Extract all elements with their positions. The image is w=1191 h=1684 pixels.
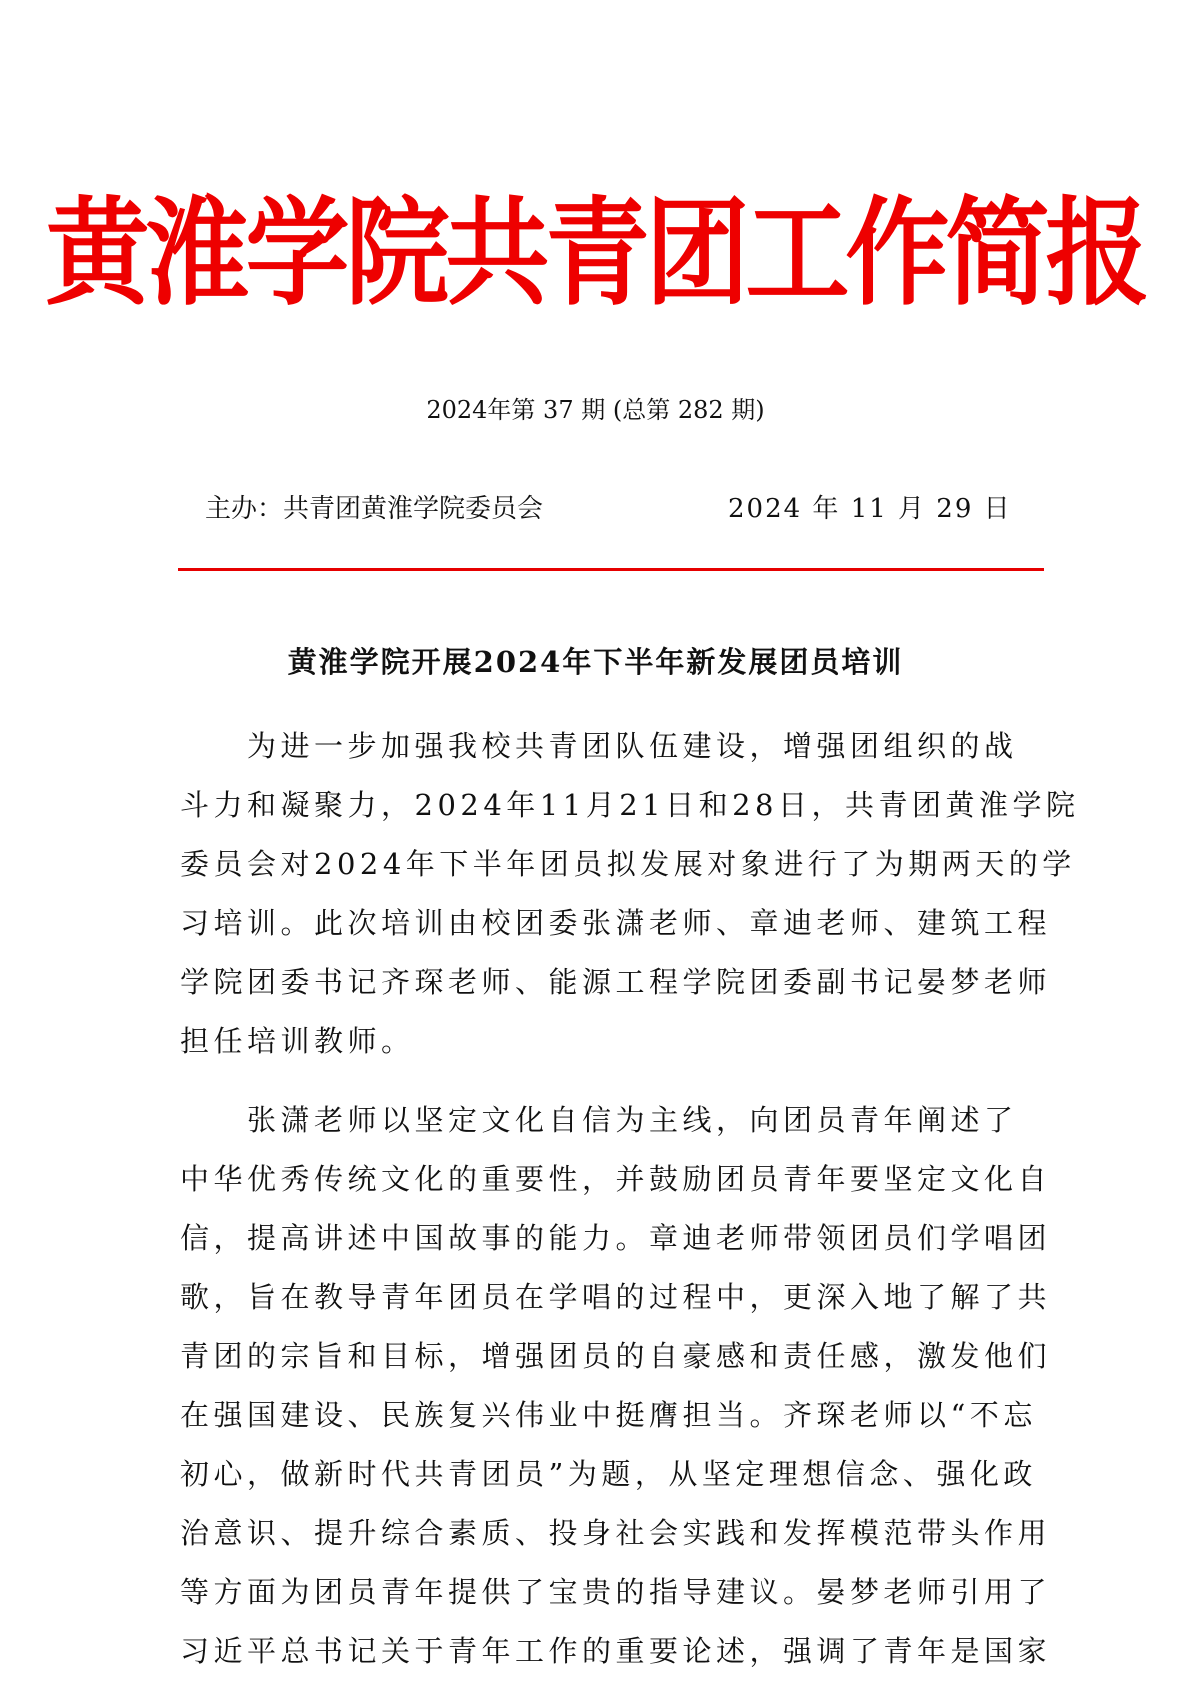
text-line: 信，提高讲述中国故事的能力。章迪老师带领团员们学唱团 <box>180 1221 1052 1255</box>
paragraph-1 <box>180 717 1080 1071</box>
text-line: 中华优秀传统文化的重要性，并鼓励团员青年要坚定文化自 <box>180 1162 1052 1196</box>
text-line: 初心，做新时代共青团员”为题，从坚定理想信念、强化政 <box>180 1457 1037 1491</box>
text-line: 青团的宗旨和目标，增强团员的自豪感和责任感，激发他们 <box>180 1339 1052 1373</box>
text-line: 在强国建设、民族复兴伟业中挺膺担当。齐琛老师以“不忘 <box>180 1398 1037 1432</box>
text-line: 张潇老师以坚定文化自信为主线，向团员青年阐述了 <box>180 1103 1018 1137</box>
text-line: 习培训。此次培训由校团委张潇老师、章迪老师、建筑工程 <box>180 906 1052 940</box>
text-line: 委员会对2024年下半年团员拟发展对象进行了为期两天的学 <box>180 847 1076 881</box>
article-title: 黄淮学院开展2024年下半年新发展团员培训 <box>287 645 904 679</box>
text-line: 治意识、提升综合素质、投身社会实践和发挥模范带头作用 <box>180 1516 1052 1550</box>
text-line: 担任培训教师。 <box>180 1024 415 1058</box>
text-line: 学院团委书记齐琛老师、能源工程学院团委副书记晏梦老师 <box>180 965 1052 999</box>
issue-number: 2024年第 37 期 (总第 282 期) <box>426 396 765 424</box>
text-line: 歌，旨在教导青年团员在学唱的过程中，更深入地了解了共 <box>180 1280 1052 1314</box>
issue-date: 2024 年 11 月 29 日 <box>728 494 1012 524</box>
meta-row <box>205 491 1017 527</box>
masthead-title: 黄淮学院共青团工作简报 <box>45 185 1146 322</box>
text-line: 为进一步加强我校共青团队伍建设，增强团组织的战 <box>180 729 1018 763</box>
text-line: 习近平总书记关于青年工作的重要论述，强调了青年是国家 <box>180 1634 1052 1668</box>
red-divider <box>178 568 1044 571</box>
text-line: 斗力和凝聚力，2024年11月21日和28日，共青团黄淮学院 <box>180 788 1080 822</box>
article-body <box>180 717 1080 1681</box>
text-line: 等方面为团员青年提供了宝贵的指导建议。晏梦老师引用了 <box>180 1575 1052 1609</box>
paragraph-2 <box>180 1091 1052 1681</box>
organizer: 主办：共青团黄淮学院委员会 <box>205 494 544 524</box>
